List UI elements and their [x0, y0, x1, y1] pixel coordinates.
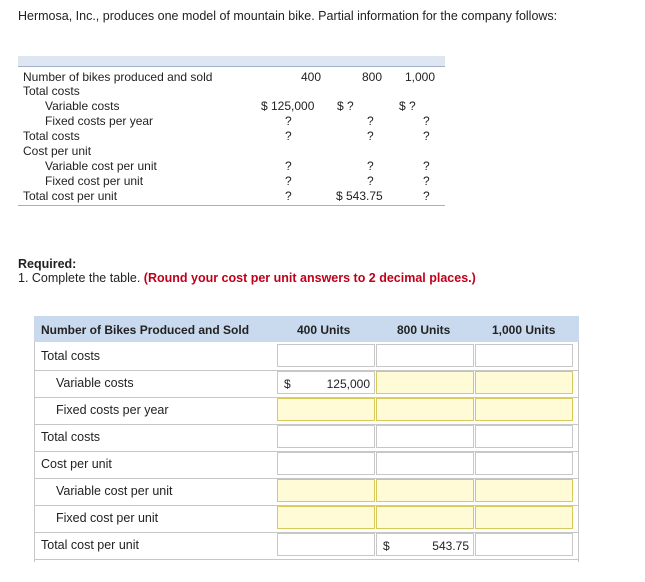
fixed-costs-1000-input[interactable]: [475, 398, 573, 421]
total-cost-per-unit-400-cell: [277, 533, 375, 556]
row-label: Total costs: [41, 430, 101, 444]
info-cell: ?: [285, 189, 292, 203]
fixed-cost-per-unit-800-input[interactable]: [376, 506, 474, 529]
total-costs-800-cell: [376, 344, 474, 367]
info-cell: $ ?: [337, 99, 354, 113]
fixed-costs-800-input[interactable]: [376, 398, 474, 421]
row-label: Fixed costs per year: [56, 403, 169, 417]
variable-cost-per-unit-400-input[interactable]: [277, 479, 375, 502]
total-cost-per-unit-1000-cell: [475, 533, 573, 556]
info-cell: ?: [423, 159, 430, 173]
info-row-label: Cost per unit: [23, 144, 92, 158]
fixed-cost-per-unit-1000-input[interactable]: [475, 506, 573, 529]
required-instruction: [18, 271, 476, 285]
info-row-label: Fixed cost per unit: [45, 174, 144, 188]
info-cell: ?: [367, 159, 374, 173]
table-row: [34, 424, 579, 452]
info-row-label: Variable costs: [45, 99, 120, 113]
row-label: Cost per unit: [41, 457, 112, 471]
info-cell: ?: [423, 189, 430, 203]
total-costs-sum-1000-cell: [475, 425, 573, 448]
info-cell: ?: [285, 174, 292, 188]
table-row: [34, 370, 579, 398]
info-header-label: Number of bikes produced and sold: [23, 70, 213, 84]
info-row-label: Variable cost per unit: [45, 159, 157, 173]
info-row-label: Fixed costs per year: [45, 114, 154, 128]
info-row-label: Total cost per unit: [23, 189, 118, 203]
header-800-units: 800 Units: [397, 323, 451, 337]
table-row: [34, 397, 579, 425]
variable-costs-1000-input[interactable]: [475, 371, 573, 394]
table-row: [34, 505, 579, 533]
info-cell: ?: [285, 159, 292, 173]
info-cell: ?: [423, 129, 430, 143]
info-cell: $ 125,000: [261, 99, 315, 113]
dollar-sign: $: [383, 539, 390, 553]
table-row: [34, 343, 579, 371]
info-row-label: Total costs: [23, 84, 80, 98]
row-label: Total costs: [41, 349, 101, 363]
total-costs-1000-cell: [475, 344, 573, 367]
info-col-1000: 1,000: [405, 70, 436, 84]
fixed-costs-400-input[interactable]: [277, 398, 375, 421]
info-col-400: 400: [301, 70, 322, 84]
variable-cost-per-unit-800-input[interactable]: [376, 479, 474, 502]
variable-costs-400-value: 125,000: [326, 377, 370, 391]
dollar-sign: $: [284, 377, 291, 391]
variable-cost-per-unit-1000-input[interactable]: [475, 479, 573, 502]
row-label: Variable cost per unit: [56, 484, 173, 498]
total-cost-per-unit-800-cell: [376, 533, 474, 556]
info-cell: ?: [367, 174, 374, 188]
info-cell: $ 543.75: [336, 189, 383, 203]
info-cell: ?: [367, 114, 374, 128]
info-table: [18, 56, 445, 206]
info-cell: ?: [423, 114, 430, 128]
table-row: [34, 478, 579, 506]
info-cell: ?: [367, 129, 374, 143]
cost-per-unit-400-cell: [277, 452, 375, 475]
info-cell: ?: [423, 174, 430, 188]
header-1000-units: 1,000 Units: [492, 323, 556, 337]
table-row: [34, 451, 579, 479]
row-label: Variable costs: [56, 376, 134, 390]
info-header-rule: [18, 66, 445, 67]
header-400-units: 400 Units: [297, 323, 351, 337]
answer-table-header: [34, 316, 579, 342]
info-row-label: Total costs: [23, 129, 80, 143]
fixed-cost-per-unit-400-input[interactable]: [277, 506, 375, 529]
total-costs-sum-800-cell: [376, 425, 474, 448]
table-row: [34, 532, 579, 560]
intro-text: Hermosa, Inc., produces one model of mountain bike. Partial information for the company follows:: [18, 9, 558, 23]
info-bottom-rule: [18, 205, 445, 206]
row-label: Total cost per unit: [41, 538, 139, 552]
total-costs-sum-400-cell: [277, 425, 375, 448]
total-cost-per-unit-800-value: 543.75: [432, 539, 469, 553]
variable-costs-400-cell: [277, 371, 375, 394]
info-header-band: [18, 56, 445, 66]
cost-per-unit-800-cell: [376, 452, 474, 475]
row-label: Fixed cost per unit: [56, 511, 159, 525]
variable-costs-800-input[interactable]: [376, 371, 474, 394]
info-cell: $ ?: [399, 99, 416, 113]
required-text: 1. Complete the table.: [18, 271, 144, 285]
info-cell: ?: [285, 114, 292, 128]
cost-per-unit-1000-cell: [475, 452, 573, 475]
required-title: Required:: [18, 257, 77, 271]
total-costs-400-cell: [277, 344, 375, 367]
header-label: Number of Bikes Produced and Sold: [41, 323, 250, 337]
rounding-note: (Round your cost per unit answers to 2 decimal places.): [143, 271, 476, 285]
info-cell: ?: [285, 129, 292, 143]
info-col-800: 800: [362, 70, 383, 84]
